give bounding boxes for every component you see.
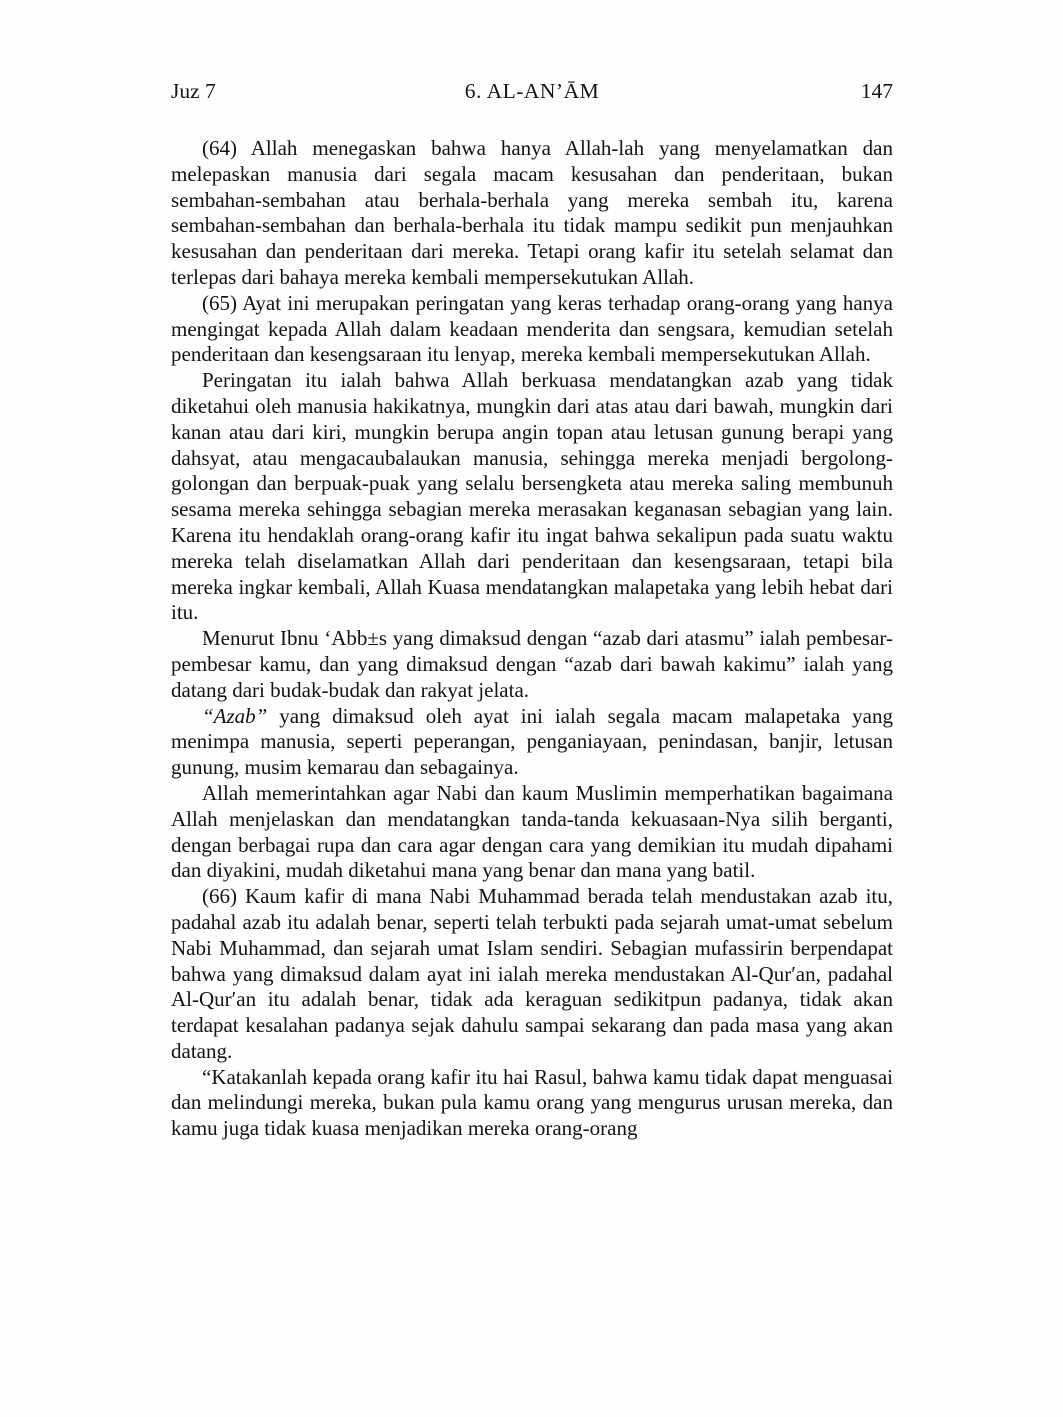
azab-italic-lead: “Azab”	[202, 703, 268, 728]
paragraph-peringatan-text: Peringatan itu ialah bahwa Allah berkuasa mendatangkan azab yang tidak diketahui oleh manusia hakikatnya, mungkin dari atas atau dari bawah, mungkin dari kanan atau dari kiri, mungkin berupa angin topan atau letusan gunung berapi yang dahsyat, atau mengacaubalaukan manusia, sehingga mereka menjadi bergolong-golongan dan berpuak-puak yang selalu bersengketa atau mereka saling membunuh sesama mereka sehingga sebagian mereka merasakan keganasan sebagian yang lain. Karena itu hendaklah orang-orang kafir itu ingat bahwa sekalipun pada suatu waktu mereka telah diselamatkan Allah dari penderitaan dan kesengsaraan, tetapi bila mereka ingkar kembali, Allah Kuasa mendatangkan malapetaka yang lebih hebat dari itu.	[171, 368, 893, 625]
paragraph-ibnu-abbas-text: Menurut Ibnu ‘Abb±s yang dimaksud dengan “azab dari atasmu” ialah pembesar-pembesar kamu, dan yang dimaksud dengan “azab dari bawah kakimu” ialah yang datang dari budak-budak dan rakyat jelata.	[171, 626, 893, 702]
paragraph-65-text: (65) Ayat ini merupakan peringatan yang keras terhadap orang-orang yang hanya mengingat kepada Allah dalam keadaan menderita dan sengsara, kemudian setelah penderitaan dan kesengsaraan itu lenyap, mereka kembali mempersekutukan Allah.	[171, 290, 893, 367]
page-number: 147	[860, 79, 893, 103]
paragraph-ibnu-abbas	[171, 626, 893, 703]
paragraph-peringatan	[171, 368, 893, 626]
running-header	[171, 78, 893, 104]
paragraph-64-text: (64) Allah menegaskan bahwa hanya Allah-lah yang menyelamatkan dan melepaskan manusia dari segala macam kesusahan dan penderitaan, bukan sembahan-sembahan atau berhala-berhala yang mereka sembah itu, karena sembahan-sembahan dan berhala-berhala itu tidak mampu sedikit pun menjauhkan kesusahan dan penderitaan dari mereka. Tetapi orang kafir itu setelah selamat dan terlepas dari bahaya mereka kembali mempersekutukan Allah.	[171, 136, 893, 289]
paragraph-allah-memerintahkan-text: Allah memerintahkan agar Nabi dan kaum Muslimin memperhatikan bagaimana Allah menjelaskan dan mendatangkan tanda-tanda kekuasaan-Nya silih berganti, dengan berbagai rupa dan cara agar dengan cara yang demikian itu mudah dipahami dan diyakini, mudah diketahui mana yang benar dan mana yang batil.	[171, 780, 893, 883]
paragraph-katakanlah-text: “Katakanlah kepada orang kafir itu hai Rasul, bahwa kamu tidak dapat menguasai dan melindungi mereka, bukan pula kamu orang yang mengurus urusan mereka, dan kamu juga tidak kuasa menjadikan mereka orang-orang	[171, 1064, 893, 1141]
paragraph-66-text: (66) Kaum kafir di mana Nabi Muhammad berada telah mendustakan azab itu, padahal azab itu adalah benar, seperti telah terbukti pada sejarah umat-umat sebelum Nabi Muhammad, dan sejarah umat Islam sendiri. Sebagian mufassirin berpendapat bahwa yang dimaksud dalam ayat ini ialah mereka mendustakan Al-Qur′an, padahal Al-Qur′an itu adalah benar, tidak ada keraguan sedikitpun padanya, tidak akan terdapat kesalahan padanya sejak dahulu sampai sekarang dan pada masa yang akan datang.	[171, 884, 893, 1063]
paragraph-allah-memerintahkan	[171, 781, 893, 884]
paragraph-azab	[171, 704, 893, 781]
juz-label: Juz 7	[171, 79, 216, 103]
paragraph-azab-text: yang dimaksud oleh ayat ini ialah segala macam malapetaka yang menimpa manusia, seperti peperangan, penganiayaan, penindasan, banjir, letusan gunung, musim kemarau dan sebagainya.	[171, 703, 893, 780]
page-body	[171, 136, 893, 1142]
paragraph-katakanlah	[171, 1065, 893, 1142]
paragraph-64	[171, 136, 893, 291]
surah-title: 6. AL-AN’ĀM	[464, 79, 600, 103]
paragraph-66	[171, 884, 893, 1065]
paragraph-65	[171, 291, 893, 368]
